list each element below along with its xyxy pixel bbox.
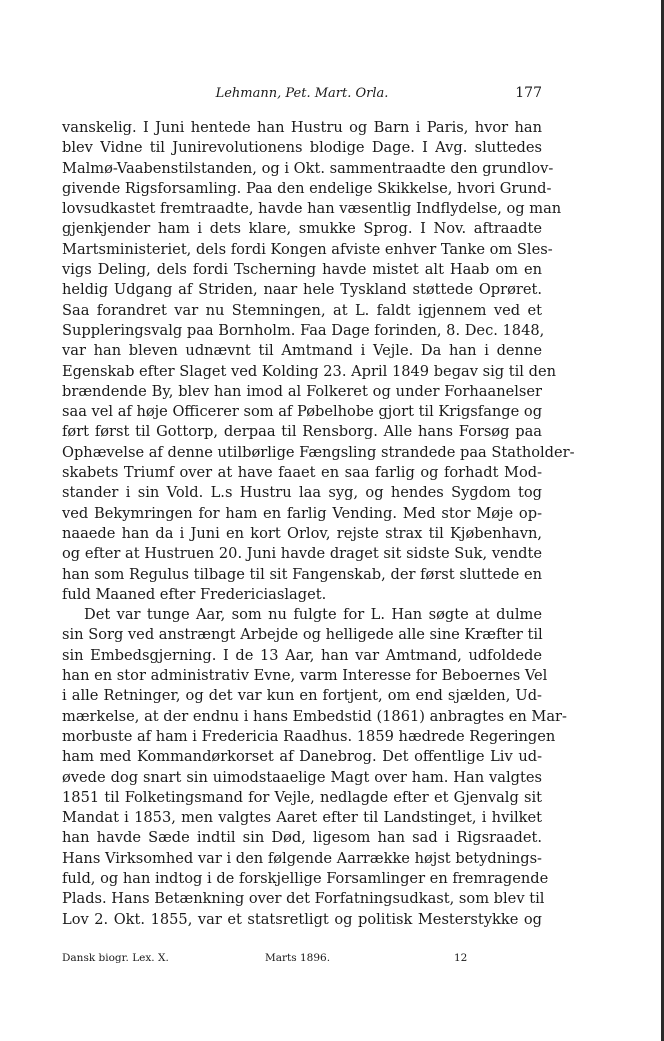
text-line: han som Regulus tilbage til sit Fangenskab, der først sluttede en — [62, 565, 542, 583]
text-line: lovsudkastet fremtraadte, havde han væsentlig Indflydelse, og man — [62, 200, 562, 218]
text-line: Egenskab efter Slaget ved Kolding 23. April 1849 begav sig til den — [62, 362, 556, 380]
text-line: og efter at Hustruen 20. Juni havde draget sit sidste Suk, vendte — [62, 545, 542, 563]
body-text — [62, 118, 575, 930]
text-line: Martsministeriet, dels fordi Kongen afviste enhver Tanke om Sles- — [62, 240, 553, 258]
page-number: 177 — [515, 85, 542, 101]
footer-signature: Dansk biogr. Lex. X. — [62, 952, 169, 964]
text-line: Suppleringsvalg paa Bornholm. Faa Dage forinden, 8. Dec. 1848, — [62, 321, 545, 339]
text-line: 1851 til Folketingsmand for Vejle, nedlagde efter et Gjenvalg sit — [62, 788, 542, 806]
text-line: ved Bekymringen for ham en farlig Vending. Med stor Møje op- — [62, 504, 542, 522]
text-line: Saa forandret var nu Stemningen, at L. faldt igjennem ved et — [62, 301, 542, 319]
text-line: stander i sin Vold. L.s Hustru laa syg, og hendes Sygdom tog — [62, 484, 542, 502]
text-line: Mandat i 1853, men valgtes Aaret efter til Landstinget, i hvilket — [62, 809, 542, 827]
text-line: han havde Sæde indtil sin Død, ligesom han sad i Rigsraadet. — [62, 829, 542, 847]
footer-date: Marts 1896. — [265, 952, 331, 964]
text-line: naaede han da i Juni en kort Orlov, rejste strax til Kjøbenhavn, — [62, 524, 542, 542]
text-line: Lov 2. Okt. 1855, var et statsretligt og politisk Mesterstykke og — [62, 910, 542, 928]
text-line: han en stor administrativ Evne, varm Interesse for Beboernes Vel — [62, 667, 548, 685]
text-line: heldig Udgang af Striden, naar hele Tyskland støttede Oprøret. — [62, 281, 542, 299]
text-line: morbuste af ham i Fredericia Raadhus. 1859 hædrede Regeringen — [62, 727, 556, 745]
text-line: brændende By, blev han imod al Folkeret og under Forhaanelser — [62, 382, 542, 400]
text-line: givende Rigsforsamling. Paa den endelige Skikkelse, hvori Grund- — [62, 179, 552, 197]
text-line: Ophævelse af denne utilbørlige Fængsling strandede paa Statholder- — [62, 443, 575, 461]
text-line: sin Embedsgjerning. I de 13 Aar, han var Amtmand, udfoldede — [62, 646, 542, 664]
page-header — [62, 86, 542, 106]
text-line: i alle Retninger, og det var kun en fortjent, om end sjælden, Ud- — [62, 687, 542, 705]
text-line: Plads. Hans Betænkning over det Forfatningsudkast, som blev til — [62, 890, 545, 908]
paragraph-start-line: Det var tunge Aar, som nu fulgte for L. Han søgte at dulme — [84, 606, 542, 624]
text-line: gjenkjender ham i dets klare, smukke Sprog. I Nov. aftraadte — [62, 220, 542, 238]
page-footer — [62, 952, 542, 968]
text-line: var han bleven udnævnt til Amtmand i Vejle. Da han i denne — [62, 342, 542, 360]
text-line: ham med Kommandørkorset af Danebrog. Det offentlige Liv ud- — [62, 748, 542, 766]
text-line: vanskelig. I Juni hentede han Hustru og Barn i Paris, hvor han — [62, 119, 542, 136]
paragraph-end-line: fuld Maaned efter Fredericiaslaget. — [62, 585, 327, 603]
text-line: øvede dog snart sin uimodstaaelige Magt over ham. Han valgtes — [62, 768, 542, 786]
text-line: Malmø-Vaabenstilstanden, og i Okt. sammentraadte den grundlov- — [62, 159, 554, 177]
text-line: Hans Virksomhed var i den følgende Aarrække højst betydnings- — [62, 849, 542, 867]
footer-sheet-number: 12 — [454, 952, 468, 964]
text-line: saa vel af høje Officerer som af Pøbelhobe gjort til Krigsfange og — [62, 403, 543, 421]
text-line: ført først til Gottorp, derpaa til Rensborg. Alle hans Forsøg paa — [62, 423, 542, 441]
text-line: blev Vidne til Junirevolutionens blodige Dage. I Avg. sluttedes — [62, 139, 542, 157]
text-line: skabets Triumf over at have faaet en saa farlig og forhadt Mod- — [62, 464, 542, 482]
text-line: sin Sorg ved anstrængt Arbejde og helligede alle sine Kræfter til — [62, 626, 543, 644]
running-head: Lehmann, Pet. Mart. Orla. — [215, 86, 389, 101]
text-line: fuld, og han indtog i de forskjellige Forsamlinger en fremragende — [62, 869, 549, 887]
text-line: vigs Deling, dels fordi Tscherning havde mistet alt Haab om en — [62, 261, 542, 279]
text-line: mærkelse, at der endnu i hans Embedstid (1861) anbragtes en Mar- — [62, 707, 567, 725]
